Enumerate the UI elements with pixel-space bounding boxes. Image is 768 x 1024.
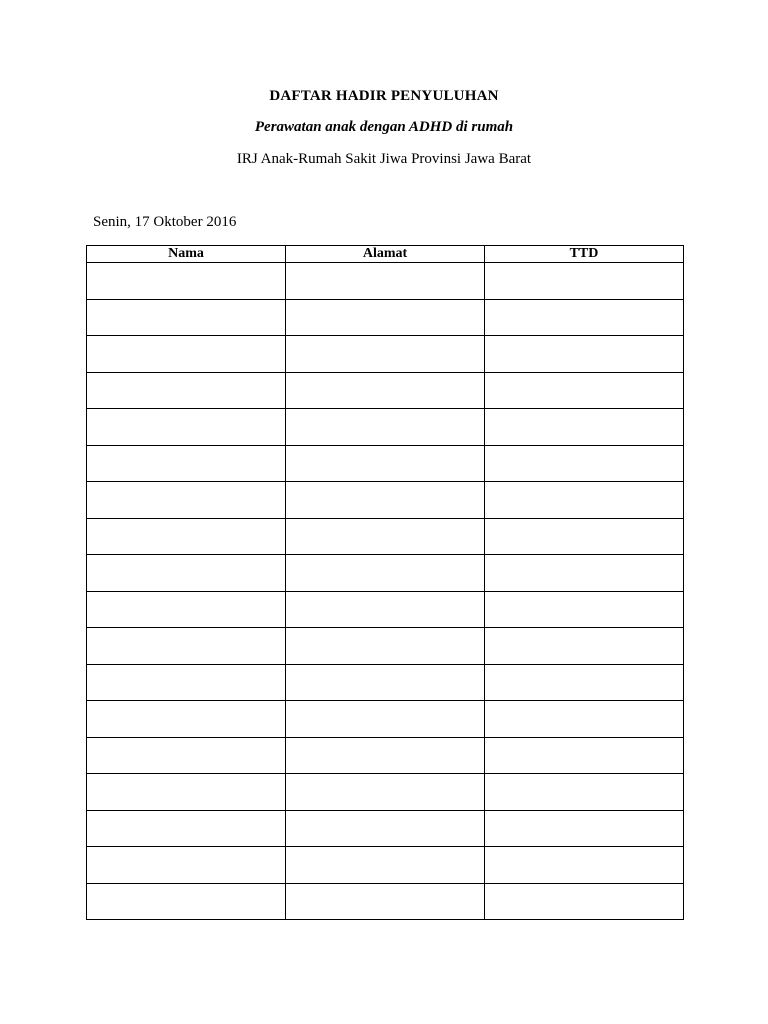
signature-cell [485, 737, 684, 774]
signature-cell [485, 701, 684, 738]
address-cell [286, 445, 485, 482]
address-cell [286, 737, 485, 774]
table-row [87, 737, 684, 774]
address-cell [286, 591, 485, 628]
column-header-nama: Nama [87, 246, 286, 263]
attendance-table-body [87, 263, 684, 920]
name-cell [87, 774, 286, 811]
signature-cell [485, 263, 684, 300]
name-cell [87, 336, 286, 373]
signature-cell [485, 555, 684, 592]
name-cell [87, 591, 286, 628]
name-cell [87, 701, 286, 738]
table-row [87, 518, 684, 555]
address-cell [286, 628, 485, 665]
table-header-row [87, 246, 684, 263]
name-cell [87, 847, 286, 884]
signature-cell [485, 883, 684, 920]
signature-cell [485, 482, 684, 519]
table-row [87, 774, 684, 811]
signature-cell [485, 372, 684, 409]
name-cell [87, 482, 286, 519]
signature-cell [485, 774, 684, 811]
name-cell [87, 299, 286, 336]
table-row [87, 263, 684, 300]
address-cell [286, 847, 485, 884]
address-cell [286, 299, 485, 336]
table-row [87, 628, 684, 665]
table-row [87, 482, 684, 519]
signature-cell [485, 810, 684, 847]
address-cell [286, 336, 485, 373]
name-cell [87, 445, 286, 482]
signature-cell [485, 664, 684, 701]
signature-cell [485, 628, 684, 665]
name-cell [87, 883, 286, 920]
table-row [87, 555, 684, 592]
address-cell [286, 482, 485, 519]
signature-cell [485, 847, 684, 884]
table-row [87, 336, 684, 373]
name-cell [87, 628, 286, 665]
address-cell [286, 518, 485, 555]
document-title: DAFTAR HADIR PENYULUHAN [269, 88, 499, 104]
signature-cell [485, 299, 684, 336]
column-header-ttd: TTD [485, 246, 684, 263]
table-row [87, 883, 684, 920]
address-cell [286, 664, 485, 701]
signature-cell [485, 445, 684, 482]
name-cell [87, 518, 286, 555]
name-cell [87, 372, 286, 409]
signature-cell [485, 591, 684, 628]
table-row [87, 299, 684, 336]
table-row [87, 701, 684, 738]
name-cell [87, 409, 286, 446]
name-cell [87, 263, 286, 300]
table-row [87, 372, 684, 409]
table-row [87, 664, 684, 701]
address-cell [286, 409, 485, 446]
table-row [87, 847, 684, 884]
column-header-alamat: Alamat [286, 246, 485, 263]
event-date: Senin, 17 Oktober 2016 [93, 214, 237, 230]
address-cell [286, 774, 485, 811]
name-cell [87, 555, 286, 592]
address-cell [286, 555, 485, 592]
name-cell [87, 810, 286, 847]
name-cell [87, 664, 286, 701]
address-cell [286, 372, 485, 409]
document-subtitle: Perawatan anak dengan ADHD di rumah [254, 119, 514, 135]
table-row [87, 409, 684, 446]
address-cell [286, 701, 485, 738]
name-cell [87, 737, 286, 774]
address-cell [286, 810, 485, 847]
signature-cell [485, 518, 684, 555]
signature-cell [485, 409, 684, 446]
address-cell [286, 263, 485, 300]
attendance-table [86, 245, 684, 920]
signature-cell [485, 336, 684, 373]
table-row [87, 810, 684, 847]
institution-name: IRJ Anak-Rumah Sakit Jiwa Provinsi Jawa Barat [236, 151, 532, 167]
table-row [87, 591, 684, 628]
address-cell [286, 883, 485, 920]
table-row [87, 445, 684, 482]
